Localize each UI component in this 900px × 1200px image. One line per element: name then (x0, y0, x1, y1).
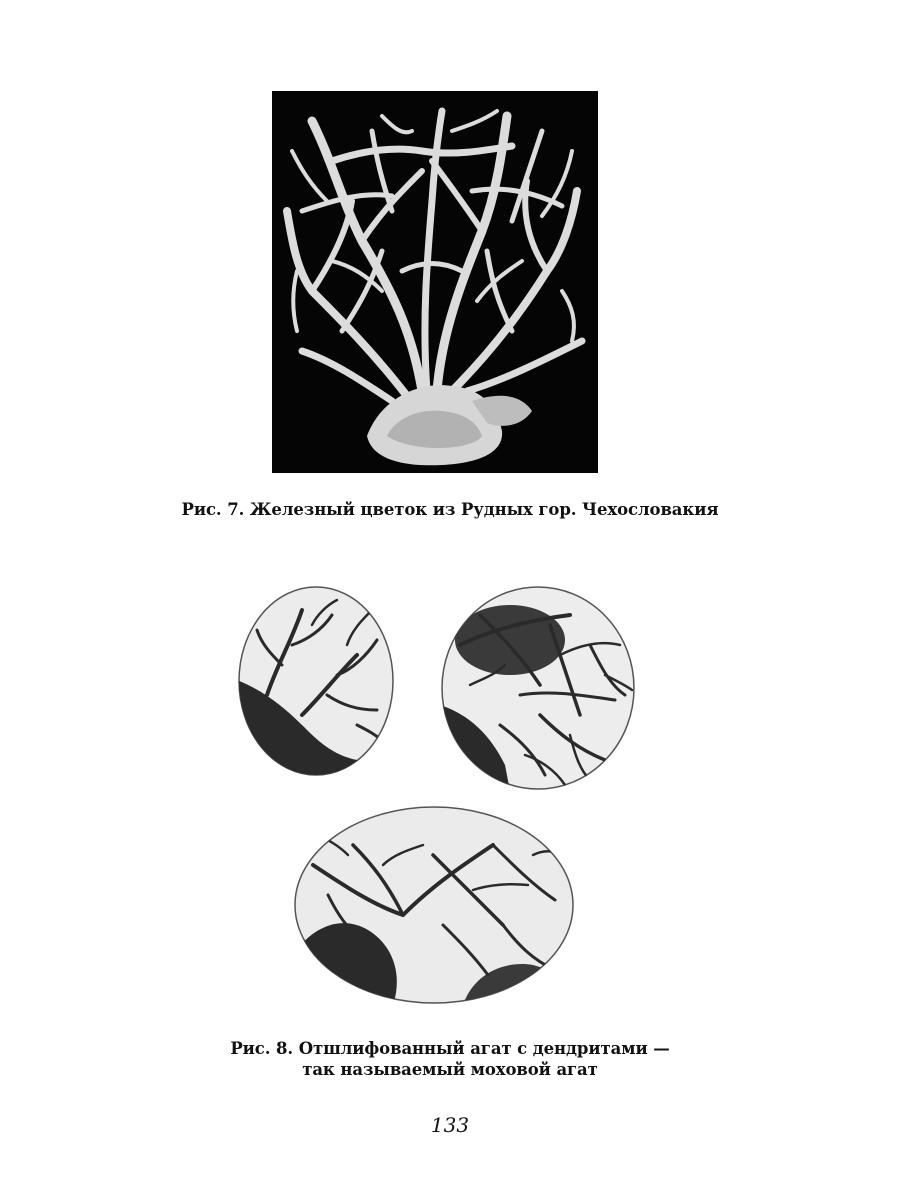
agate-round-right (440, 585, 636, 791)
figure-8-caption-line-1: Рис. 8. Отшлифованный агат с дендритами — (230, 1039, 670, 1058)
figure-7-caption: Рис. 7. Железный цветок из Рудных гор. Чехословакия (181, 500, 719, 519)
page-number: 133 (430, 1113, 470, 1137)
figure-8-caption-line-2: так называемый моховой агат (302, 1060, 598, 1079)
iron-flower-photo (272, 91, 598, 473)
figure-8-caption (0, 1038, 900, 1080)
agate-oval-bottom (293, 805, 575, 1005)
agate-oval-left (237, 585, 395, 777)
